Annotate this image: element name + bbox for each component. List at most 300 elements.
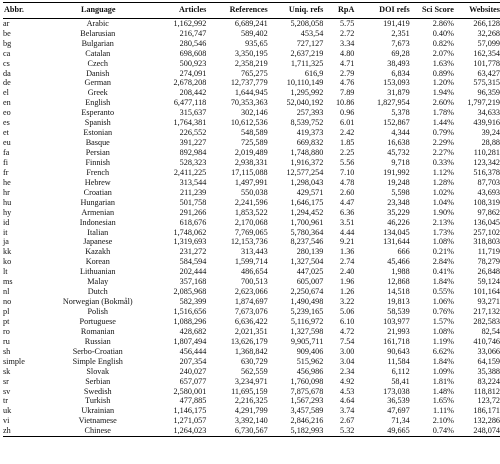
cell-abbr: sv: [3, 386, 11, 396]
cell-sci-score: 1.90%: [432, 207, 454, 217]
cell-abbr: cs: [3, 58, 10, 68]
table-row: [3, 19, 500, 29]
cell-sci-score: 1.11%: [433, 406, 454, 416]
cell-references: 7,769,065: [234, 227, 268, 237]
cell-articles: 207,354: [179, 356, 207, 366]
cell-uniq-refs: 2,846,216: [290, 416, 324, 426]
cell-abbr: zh: [3, 426, 11, 436]
cell-websites: 78,279: [477, 257, 500, 267]
cell-abbr: fr: [3, 167, 9, 177]
cell-uniq-refs: 52,040,192: [286, 98, 324, 108]
cell-websites: 257,102: [473, 227, 500, 237]
cell-abbr: es: [3, 118, 10, 128]
cell-articles: 6,477,118: [173, 98, 207, 108]
cell-websites: 96,359: [477, 88, 500, 98]
header-references: References: [229, 5, 268, 15]
cell-language: Korean: [85, 257, 110, 267]
cell-language: Russian: [84, 336, 111, 346]
cell-references: 765,275: [241, 68, 268, 78]
cell-uniq-refs: 10,110,149: [286, 78, 324, 88]
cell-doi-refs: 36,539: [387, 396, 410, 406]
cell-abbr: en: [3, 98, 11, 108]
cell-doi-refs: 71,34: [391, 416, 410, 426]
cell-websites: 318,803: [473, 237, 500, 247]
cell-websites: 11,719: [477, 247, 500, 257]
cell-rpa: 7.89: [340, 88, 355, 98]
cell-uniq-refs: 1,490,498: [290, 297, 324, 307]
cell-uniq-refs: 5,208,058: [290, 18, 324, 28]
cell-references: 1,368,842: [234, 346, 268, 356]
cell-websites: 108,319: [473, 197, 500, 207]
table-row: [3, 337, 500, 347]
cell-doi-refs: 58,539: [387, 307, 410, 317]
cell-websites: 34,633: [477, 108, 500, 118]
cell-websites: 1,797,219: [467, 98, 500, 108]
cell-uniq-refs: 515,962: [296, 356, 324, 366]
cell-rpa: 4.80: [340, 48, 355, 58]
cell-websites: 83,224: [477, 376, 500, 386]
cell-language: Turkish: [85, 396, 111, 406]
cell-articles: 477,885: [179, 396, 207, 406]
cell-abbr: ko: [3, 257, 12, 267]
cell-rpa: 9.21: [340, 237, 355, 247]
cell-websites: 87,703: [477, 177, 500, 187]
cell-uniq-refs: 429,571: [296, 187, 324, 197]
cell-websites: 82,54: [481, 326, 500, 336]
cell-sci-score: 2.86%: [432, 18, 454, 28]
cell-doi-refs: 90,643: [387, 346, 410, 356]
cell-rpa: 4.72: [340, 326, 355, 336]
cell-uniq-refs: 280,139: [296, 247, 324, 257]
cell-abbr: lt: [3, 267, 8, 277]
cell-language: Norwegian (Bokmål): [62, 297, 133, 307]
cell-references: 6,730,567: [234, 426, 268, 436]
table-row: [3, 387, 500, 397]
cell-language: Arabic: [86, 18, 109, 28]
cell-websites: 132,286: [473, 416, 500, 426]
cell-articles: 1,264,023: [173, 426, 207, 436]
cell-articles: 2,411,225: [173, 167, 207, 177]
cell-doi-refs: 31,879: [387, 88, 410, 98]
table-row: [3, 49, 500, 59]
cell-websites: 63,427: [477, 68, 500, 78]
table-row: [3, 128, 500, 138]
cell-doi-refs: 173,038: [383, 386, 410, 396]
cell-articles: 391,227: [179, 138, 207, 148]
cell-uniq-refs: 727,127: [296, 38, 324, 48]
cell-sci-score: 2.27%: [432, 148, 454, 158]
cell-abbr: uk: [3, 406, 12, 416]
cell-rpa: 5.06: [340, 307, 355, 317]
cell-abbr: he: [3, 177, 11, 187]
cell-abbr: tr: [3, 396, 9, 406]
cell-language: Swedish: [83, 386, 112, 396]
cell-language: Danish: [86, 68, 110, 78]
cell-language: Hebrew: [84, 177, 111, 187]
cell-websites: 64,159: [477, 356, 500, 366]
cell-abbr: ar: [3, 18, 10, 28]
cell-uniq-refs: 1,294,452: [290, 207, 324, 217]
cell-rpa: 2.40: [340, 267, 355, 277]
cell-rpa: 7.54: [340, 336, 355, 346]
cell-language: Italian: [87, 227, 109, 237]
table-row: [3, 218, 500, 228]
cell-sci-score: 0.41%: [432, 267, 454, 277]
cell-uniq-refs: 7,875,678: [290, 386, 324, 396]
cell-doi-refs: 16,638: [387, 138, 410, 148]
cell-language: Lithuanian: [80, 267, 116, 277]
cell-uniq-refs: 2,250,674: [290, 287, 324, 297]
table-row: [3, 347, 500, 357]
cell-abbr: et: [3, 128, 9, 138]
cell-abbr: ms: [3, 277, 13, 287]
cell-websites: 136,045: [473, 217, 500, 227]
cell-websites: 282,583: [473, 316, 500, 326]
cell-websites: 266,128: [473, 18, 500, 28]
cell-abbr: da: [3, 68, 11, 78]
cell-sci-score: 2.84%: [432, 257, 454, 267]
cell-uniq-refs: 1,760,098: [290, 376, 324, 386]
cell-uniq-refs: 3,457,589: [290, 406, 324, 416]
cell-references: 7,673,076: [234, 307, 268, 317]
cell-abbr: ca: [3, 48, 11, 58]
cell-rpa: 4.47: [340, 197, 355, 207]
cell-language: Ukrainian: [81, 406, 115, 416]
cell-sci-score: 1.09%: [432, 366, 454, 376]
cell-abbr: it: [3, 227, 8, 237]
cell-rpa: 2.67: [340, 416, 355, 426]
cell-abbr: no: [3, 297, 12, 307]
cell-rpa: 3.22: [340, 297, 355, 307]
cell-doi-refs: 6,834: [391, 68, 410, 78]
cell-doi-refs: 14,518: [387, 287, 410, 297]
cell-websites: 516,378: [473, 167, 500, 177]
table-row: [3, 426, 500, 436]
cell-abbr: eo: [3, 108, 11, 118]
table-row: [3, 198, 500, 208]
cell-articles: 528,323: [179, 157, 207, 167]
table-row: [3, 29, 500, 39]
cell-doi-refs: 45,732: [387, 148, 410, 158]
table-row: [3, 89, 500, 99]
header-language: Language: [80, 5, 116, 15]
cell-websites: 26,848: [477, 267, 500, 277]
cell-articles: 2,678,208: [173, 78, 207, 88]
cell-uniq-refs: 616,9: [304, 68, 324, 78]
cell-uniq-refs: 12,577,254: [286, 167, 324, 177]
cell-articles: 216,747: [179, 28, 207, 38]
cell-rpa: 3.34: [340, 38, 355, 48]
cell-language: Czech: [87, 58, 108, 68]
cell-abbr: el: [3, 88, 9, 98]
cell-doi-refs: 131,644: [383, 237, 410, 247]
cell-articles: 357,168: [179, 277, 207, 287]
cell-language: Portuguese: [79, 316, 116, 326]
cell-articles: 1,088,296: [173, 316, 207, 326]
cell-references: 2,241,596: [234, 197, 268, 207]
cell-language: Hungarian: [80, 197, 116, 207]
cell-uniq-refs: 447,025: [296, 267, 324, 277]
table-row: [3, 118, 500, 128]
cell-sci-score: 0.74%: [432, 426, 454, 436]
cell-references: 550,038: [241, 187, 268, 197]
cell-sci-score: 1.06%: [432, 297, 454, 307]
cell-references: 630,729: [241, 356, 268, 366]
cell-articles: 657,077: [179, 376, 207, 386]
cell-doi-refs: 23,348: [387, 197, 410, 207]
cell-sci-score: 1.84%: [432, 356, 454, 366]
cell-sci-score: 1.44%: [432, 118, 454, 128]
cell-language: Esperanto: [81, 108, 115, 118]
cell-uniq-refs: 1,748,880: [290, 148, 324, 158]
cell-websites: 217,132: [473, 307, 500, 317]
cell-websites: 57,099: [477, 38, 500, 48]
cell-articles: 208,442: [179, 88, 207, 98]
cell-sci-score: 1.19%: [432, 336, 454, 346]
cell-references: 313,443: [241, 247, 268, 257]
cell-sci-score: 1.63%: [432, 58, 454, 68]
cell-rpa: 7.10: [340, 167, 355, 177]
cell-websites: 59,124: [477, 277, 500, 287]
cell-websites: 39,24: [481, 128, 500, 138]
cell-references: 70,353,363: [230, 98, 268, 108]
cell-doi-refs: 19,248: [387, 177, 410, 187]
cell-abbr: vi: [3, 416, 10, 426]
cell-uniq-refs: 1,711,325: [290, 58, 324, 68]
cell-articles: 2,085,968: [173, 287, 207, 297]
cell-references: 1,599,714: [234, 257, 268, 267]
cell-abbr: pl: [3, 307, 10, 317]
cell-references: 12,153,736: [230, 237, 268, 247]
cell-articles: 582,399: [179, 297, 207, 307]
cell-sci-score: 2.07%: [432, 48, 454, 58]
table-row: [3, 138, 500, 148]
cell-doi-refs: 38,493: [387, 58, 410, 68]
cell-abbr: id: [3, 217, 10, 227]
header-row: [3, 3, 500, 19]
cell-articles: 500,923: [179, 58, 207, 68]
cell-rpa: 4.76: [340, 78, 355, 88]
cell-abbr: be: [3, 28, 11, 38]
cell-doi-refs: 5,598: [391, 187, 410, 197]
cell-websites: 32,268: [477, 28, 500, 38]
cell-abbr: hy: [3, 207, 12, 217]
cell-language: Persian: [85, 148, 110, 158]
cell-articles: 1,319,693: [173, 237, 207, 247]
cell-doi-refs: 191,419: [383, 18, 410, 28]
cell-sci-score: 1.78%: [432, 108, 454, 118]
table-row: [3, 208, 500, 218]
cell-rpa: 3.00: [340, 346, 355, 356]
table-row: [3, 148, 500, 158]
table-row: [3, 367, 500, 377]
cell-articles: 226,552: [179, 128, 207, 138]
cell-references: 11,695,159: [231, 386, 268, 396]
cell-articles: 1,748,062: [173, 227, 207, 237]
cell-articles: 892,984: [179, 148, 207, 158]
cell-doi-refs: 134,045: [383, 227, 410, 237]
cell-articles: 501,758: [179, 197, 207, 207]
cell-sci-score: 6.62%: [432, 346, 454, 356]
cell-sci-score: 0.40%: [432, 28, 454, 38]
table-body: [3, 19, 500, 437]
table-row: [3, 158, 500, 168]
cell-language: Basque: [85, 138, 110, 148]
cell-websites: 439,916: [473, 118, 500, 128]
cell-rpa: 2.74: [340, 257, 355, 267]
cell-references: 10,612,536: [230, 118, 268, 128]
cell-references: 1,874,697: [234, 297, 268, 307]
table-row: [3, 357, 500, 367]
cell-rpa: 4.78: [340, 177, 355, 187]
cell-rpa: 3.04: [340, 356, 355, 366]
cell-websites: 35,388: [477, 366, 500, 376]
cell-websites: 33,066: [477, 346, 500, 356]
cell-language: Serbian: [85, 376, 111, 386]
cell-sci-score: 2.29%: [432, 138, 454, 148]
cell-doi-refs: 11,584: [387, 356, 410, 366]
cell-websites: 575,315: [473, 78, 500, 88]
cell-uniq-refs: 1,295,992: [290, 88, 324, 98]
cell-uniq-refs: 456,986: [296, 366, 324, 376]
cell-rpa: 3.74: [340, 406, 355, 416]
cell-references: 589,402: [241, 28, 268, 38]
cell-articles: 584,594: [179, 257, 207, 267]
cell-rpa: 2.34: [340, 366, 355, 376]
cell-abbr: hu: [3, 197, 12, 207]
cell-articles: 231,272: [179, 247, 207, 257]
cell-rpa: 6.36: [340, 207, 355, 217]
cell-sci-score: 2.13%: [432, 217, 454, 227]
cell-references: 6,689,241: [234, 18, 268, 28]
cell-references: 13,626,179: [230, 336, 268, 346]
cell-rpa: 2.79: [340, 68, 355, 78]
cell-language: Indonesian: [79, 217, 116, 227]
cell-rpa: 4.92: [340, 376, 355, 386]
cell-abbr: pt: [3, 316, 10, 326]
cell-references: 6,636,422: [234, 316, 268, 326]
header-rpa: RpA: [337, 5, 355, 15]
header-websites: Websites: [469, 5, 500, 15]
table-row: [3, 168, 500, 178]
cell-uniq-refs: 669,832: [296, 138, 324, 148]
cell-references: 700,513: [241, 277, 268, 287]
cell-language: Vietnamese: [78, 416, 117, 426]
cell-articles: 618,676: [179, 217, 207, 227]
cell-language: Polish: [87, 307, 108, 317]
cell-references: 2,019,489: [234, 148, 268, 158]
cell-articles: 1,162,992: [173, 18, 207, 28]
cell-rpa: 2.25: [340, 148, 355, 158]
cell-websites: 110,281: [473, 148, 500, 158]
cell-references: 2,358,219: [234, 58, 268, 68]
cell-references: 2,216,325: [234, 396, 268, 406]
cell-references: 1,644,945: [234, 88, 268, 98]
cell-abbr: hr: [3, 187, 10, 197]
table-row: [3, 99, 500, 109]
table-row: [3, 377, 500, 387]
cell-sci-score: 1.94%: [432, 88, 454, 98]
cell-doi-refs: 47,697: [387, 406, 410, 416]
cell-language: Greek: [87, 88, 108, 98]
cell-sci-score: 1.08%: [432, 237, 454, 247]
cell-references: 12,737,779: [230, 78, 268, 88]
table-row: [3, 59, 500, 69]
cell-doi-refs: 35,229: [387, 207, 410, 217]
cell-doi-refs: 1,988: [391, 267, 410, 277]
cell-articles: 291,266: [179, 207, 207, 217]
cell-abbr: de: [3, 78, 11, 88]
cell-rpa: 4.53: [340, 386, 355, 396]
cell-uniq-refs: 8,539,752: [290, 118, 324, 128]
cell-sci-score: 0.76%: [432, 307, 454, 317]
cell-doi-refs: 666: [397, 247, 410, 257]
table-row: [3, 39, 500, 49]
cell-rpa: 6.01: [340, 118, 355, 128]
cell-articles: 240,027: [179, 366, 207, 376]
cell-rpa: 5.32: [340, 426, 355, 436]
cell-language: Estonian: [83, 128, 113, 138]
cell-references: 3,392,140: [234, 416, 268, 426]
cell-uniq-refs: 1,916,372: [290, 157, 324, 167]
cell-rpa: 2.72: [340, 28, 355, 38]
cell-references: 486,654: [241, 267, 268, 277]
header-articles: Articles: [179, 5, 207, 15]
cell-rpa: 5.75: [340, 18, 355, 28]
cell-language: Japanese: [83, 237, 113, 247]
cell-references: 562,559: [241, 366, 268, 376]
cell-sci-score: 1.04%: [432, 197, 454, 207]
table-row: [3, 248, 500, 258]
cell-sci-score: 1.12%: [432, 167, 454, 177]
cell-language: Catalan: [85, 48, 111, 58]
cell-rpa: 5.56: [340, 157, 355, 167]
cell-uniq-refs: 1,646,175: [290, 197, 324, 207]
table-row: [3, 297, 500, 307]
cell-references: 2,170,068: [234, 217, 268, 227]
cell-doi-refs: 45,466: [387, 257, 410, 267]
cell-uniq-refs: 2,637,219: [290, 48, 324, 58]
cell-websites: 186,171: [473, 406, 500, 416]
cell-sci-score: 1.20%: [432, 78, 454, 88]
table-row: [3, 188, 500, 198]
cell-doi-refs: 9,718: [391, 157, 410, 167]
cell-sci-score: 0.89%: [432, 68, 454, 78]
cell-uniq-refs: 5,182,993: [290, 426, 324, 436]
cell-uniq-refs: 5,116,972: [290, 316, 324, 326]
cell-uniq-refs: 5,239,165: [290, 307, 324, 317]
cell-websites: 123,72: [477, 396, 500, 406]
cell-rpa: 1.36: [340, 247, 355, 257]
cell-articles: 1,271,057: [173, 416, 207, 426]
cell-language: Slovak: [86, 366, 110, 376]
cell-sci-score: 0.33%: [432, 157, 454, 167]
cell-doi-refs: 152,867: [383, 118, 410, 128]
cell-doi-refs: 161,718: [383, 336, 410, 346]
cell-doi-refs: 58,41: [391, 376, 410, 386]
cell-language: Croatian: [83, 187, 112, 197]
cell-doi-refs: 49,665: [387, 426, 410, 436]
cell-uniq-refs: 5,780,364: [290, 227, 324, 237]
cell-websites: 162,354: [473, 48, 500, 58]
cell-uniq-refs: 453,54: [300, 28, 324, 38]
cell-articles: 2,580,001: [173, 386, 207, 396]
cell-doi-refs: 1,827,954: [376, 98, 410, 108]
cell-rpa: 4.64: [340, 396, 355, 406]
cell-language: Romanian: [80, 326, 115, 336]
cell-doi-refs: 69,28: [391, 48, 410, 58]
cell-references: 17,115,088: [231, 167, 268, 177]
